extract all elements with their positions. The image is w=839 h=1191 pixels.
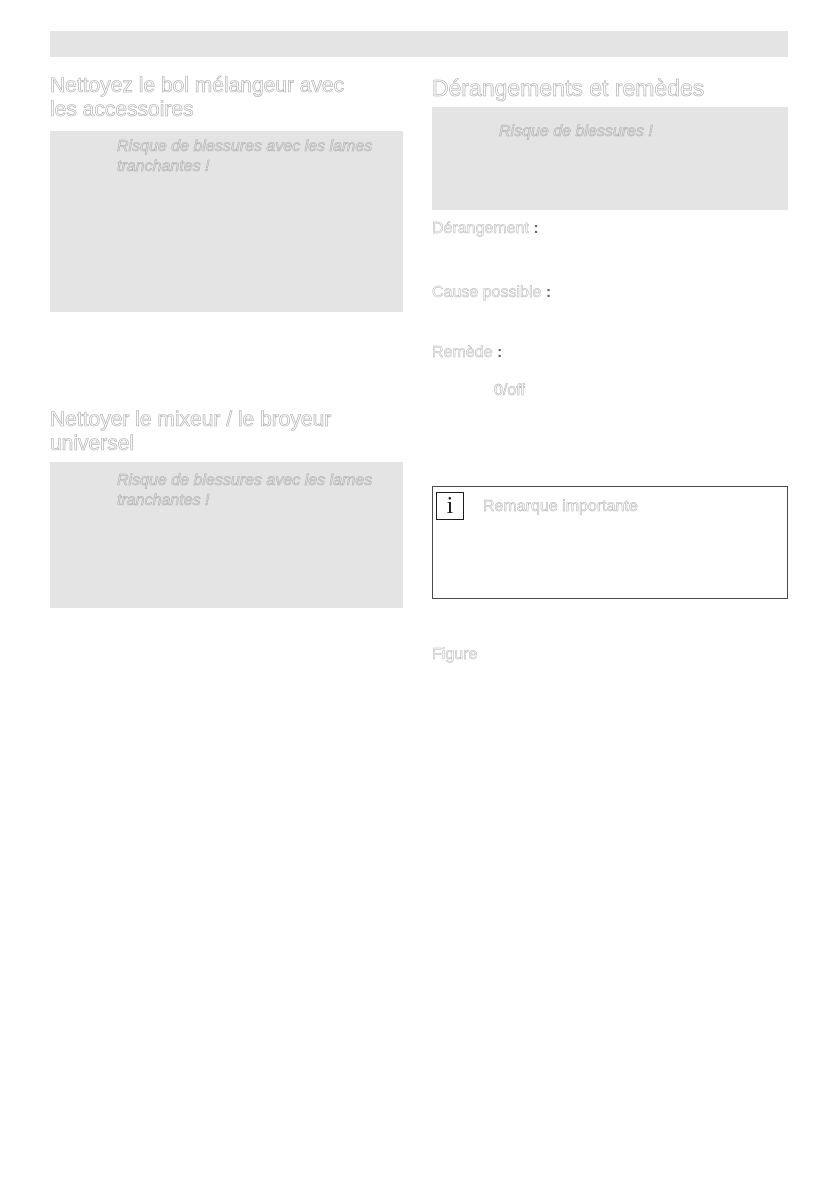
section-heading-clean-blender — [50, 408, 331, 456]
section-heading-clean-bowl — [50, 74, 344, 122]
section-heading-clean-blender-line2: universel — [50, 432, 135, 455]
section-heading-troubleshooting: Dérangements et remèdes — [432, 75, 705, 101]
important-note-title: Remarque importante — [483, 498, 638, 515]
cause-label-text: Cause possible — [432, 284, 542, 301]
warning-text-blades-2-line1: Risque de blessures avec les lames — [117, 472, 373, 489]
section-heading-clean-bowl-line2: les accessoires — [50, 98, 194, 121]
warning-text-blades-1-line2: tranchantes ! — [117, 158, 210, 175]
page-header-bar — [50, 31, 788, 57]
switch-position-text: 0/off — [494, 382, 525, 399]
figure-label: Figure — [432, 646, 478, 663]
remedy-label-colon: : — [496, 344, 503, 361]
warning-text-blades-1 — [117, 137, 372, 177]
info-icon: i — [436, 492, 464, 520]
warning-text-blades-2 — [117, 471, 372, 511]
cause-label-colon: : — [545, 284, 552, 301]
remedy-label-text: Remède — [432, 344, 493, 361]
warning-text-blades-1-line1: Risque de blessures avec les lames — [117, 138, 373, 155]
important-note-box — [432, 486, 788, 599]
remedy-label — [432, 343, 502, 363]
fault-label-colon: : — [533, 220, 539, 237]
warning-text-blades-2-line2: tranchantes ! — [117, 492, 210, 509]
fault-label-text: Dérangement — [432, 220, 529, 237]
fault-label — [432, 219, 539, 239]
cause-label — [432, 283, 551, 303]
section-heading-clean-bowl-line1: Nettoyez le bol mélangeur avec — [50, 74, 345, 97]
section-heading-clean-blender-line1: Nettoyer le mixeur / le broyeur — [50, 408, 332, 431]
warning-text-injury: Risque de blessures ! — [499, 123, 653, 140]
